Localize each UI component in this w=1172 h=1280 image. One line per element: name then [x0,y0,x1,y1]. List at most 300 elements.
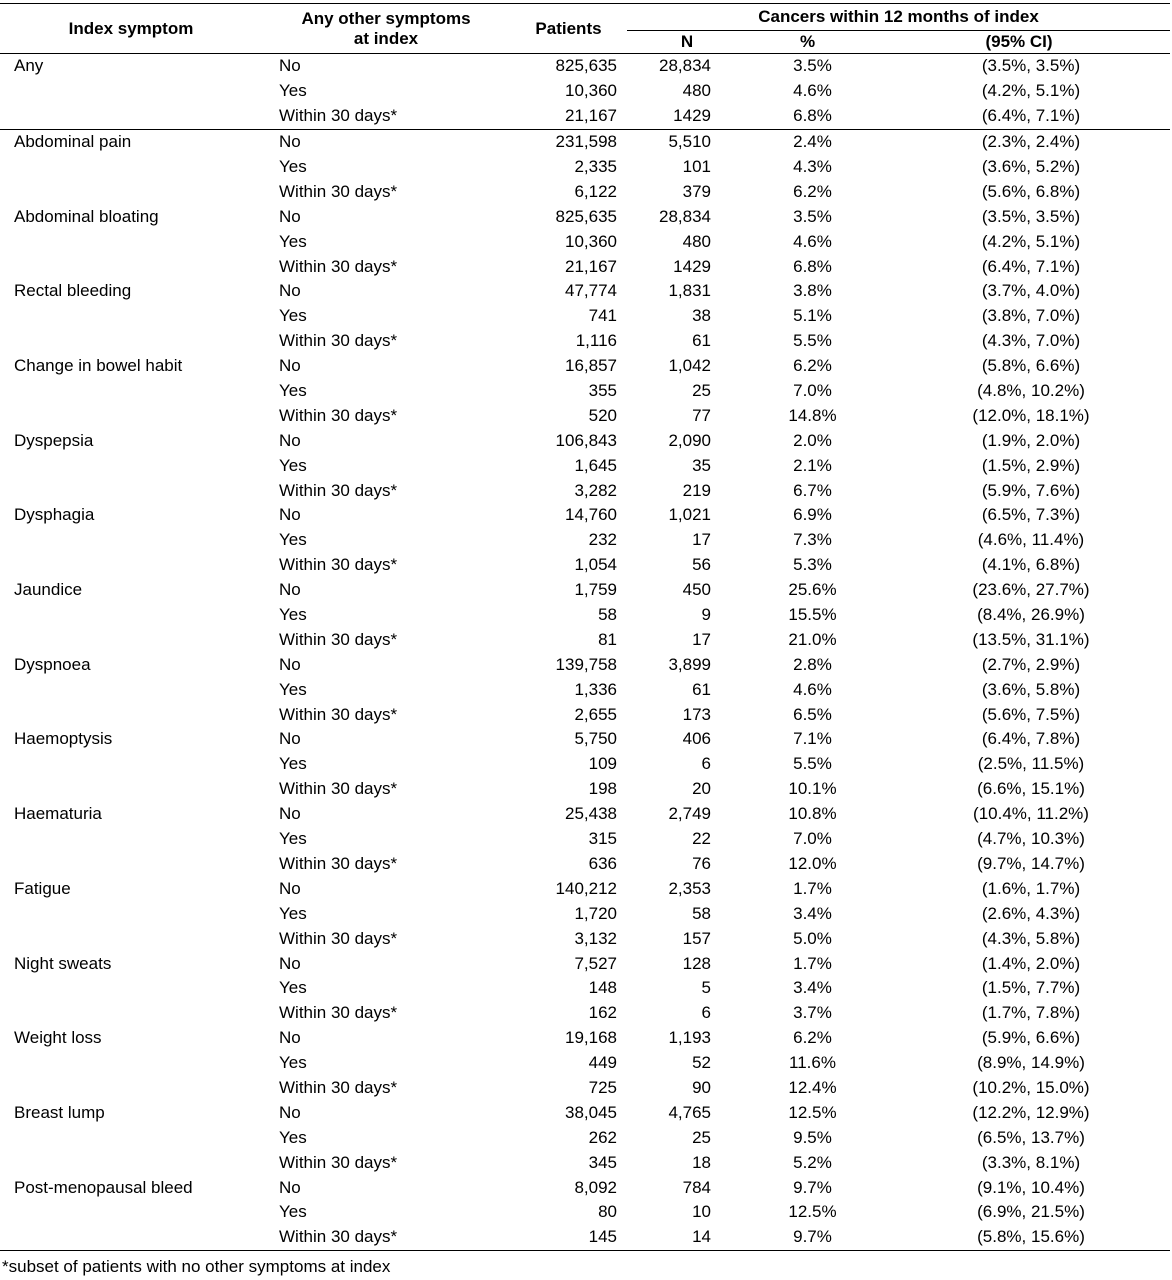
cancer-percent-cell: 4.6% [793,679,832,699]
table-row [0,578,1170,603]
confidence-interval-cell: (9.7%, 14.7%) [977,853,1085,873]
symptom-cell [0,627,262,652]
table-row [0,1125,1170,1150]
patients-cell: 7,527 [574,953,617,973]
patients-cell: 262 [588,1127,617,1147]
patients-cell: 2,655 [574,704,617,724]
cancer-percent-cell: 3.4% [793,978,832,998]
patients-cell: 58 [598,605,617,625]
cancer-count-cell: 450 [682,580,711,600]
cancer-percent-cell: 4.6% [793,81,832,101]
confidence-interval-cell: (6.4%, 7.1%) [981,256,1081,276]
table-row [0,155,1170,180]
confidence-interval-cell: (1.7%, 7.8%) [981,1003,1081,1023]
cancer-count-cell: 56 [692,555,711,575]
patients-cell: 81 [598,629,617,649]
confidence-interval-cell: (4.3%, 5.8%) [981,928,1081,948]
patients-cell: 140,212 [555,878,617,898]
table-row [0,104,1170,129]
other-symptoms-cell: Within 30 days* [279,256,398,276]
patients-cell: 232 [588,530,617,550]
confidence-interval-cell: (23.6%, 27.7%) [972,580,1090,600]
other-symptoms-cell: No [279,729,301,749]
other-symptoms-cell: Yes [279,81,307,101]
patients-cell: 3,282 [574,480,617,500]
cancer-percent-cell: 2.8% [793,654,832,674]
other-symptoms-cell: No [279,356,301,376]
confidence-interval-cell: (13.5%, 31.1%) [972,629,1090,649]
table-row [0,777,1170,802]
other-symptoms-cell: Within 30 days* [279,555,398,575]
other-symptoms-cell: No [279,56,301,76]
symptom-cell: Dyspnoea [14,654,91,674]
table-row [0,304,1170,329]
table-row [0,79,1170,104]
cancer-risk-table [0,3,1170,1251]
patients-cell: 162 [588,1003,617,1023]
symptom-cell [0,329,262,354]
symptom-cell [0,852,262,877]
cancer-percent-cell: 21.0% [788,629,837,649]
table-row [0,1001,1170,1026]
cancer-percent-cell: 6.9% [793,505,832,525]
confidence-interval-cell: (4.3%, 7.0%) [981,331,1081,351]
table-row [0,1051,1170,1076]
confidence-interval-cell: (4.7%, 10.3%) [977,829,1085,849]
table-row [0,627,1170,652]
cancer-percent-cell: 7.3% [793,530,832,550]
table-row [0,677,1170,702]
other-symptoms-cell: Yes [279,306,307,326]
cancer-percent-cell: 5.5% [793,331,832,351]
confidence-interval-cell: (5.8%, 6.6%) [981,356,1081,376]
symptom-cell [0,702,262,727]
confidence-interval-cell: (4.6%, 11.4%) [977,530,1085,550]
cancer-count-cell: 1,021 [668,505,711,525]
other-symptoms-cell: Yes [279,679,307,699]
header-pct: % [799,32,816,51]
confidence-interval-cell: (12.0%, 18.1%) [972,405,1090,425]
cancer-count-cell: 25 [692,381,711,401]
cancer-count-cell: 9 [701,605,711,625]
confidence-interval-cell: (4.2%, 5.1%) [981,81,1081,101]
cancer-count-cell: 4,765 [668,1102,711,1122]
other-symptoms-cell: No [279,953,301,973]
table-row [0,1026,1170,1051]
confidence-interval-cell: (1.5%, 2.9%) [981,455,1081,475]
symptom-cell [0,155,262,180]
table-row [0,901,1170,926]
other-symptoms-cell: No [279,654,301,674]
confidence-interval-cell: (6.4%, 7.8%) [981,729,1081,749]
symptom-cell [0,603,262,628]
header-other-symptoms-line2: at index [353,28,419,48]
other-symptoms-cell: No [279,430,301,450]
cancer-percent-cell: 1.7% [793,878,832,898]
symptom-cell: Change in bowel habit [14,356,183,376]
confidence-interval-cell: (4.1%, 6.8%) [981,555,1081,575]
cancer-count-cell: 61 [692,679,711,699]
table-row [0,926,1170,951]
table-row [0,329,1170,354]
table-row [0,702,1170,727]
patients-cell: 2,335 [574,157,617,176]
symptom-cell: Weight loss [14,1028,102,1048]
patients-cell: 38,045 [565,1102,617,1122]
patients-cell: 21,167 [510,104,627,129]
patients-cell: 47,774 [565,281,617,301]
symptom-cell [0,1225,262,1250]
other-symptoms-cell: Yes [279,231,307,251]
cancer-count-cell: 2,749 [668,804,711,824]
table-row [0,528,1170,553]
cancer-count-cell: 157 [682,928,711,948]
patients-cell: 16,857 [565,356,617,376]
other-symptoms-cell: Yes [279,157,307,176]
cancer-count-cell: 1,831 [668,281,711,301]
confidence-interval-cell: (4.2%, 5.1%) [981,231,1081,251]
other-symptoms-cell: Within 30 days* [279,480,398,500]
confidence-interval-cell: (1.4%, 2.0%) [981,953,1081,973]
confidence-interval-cell: (5.6%, 7.5%) [981,704,1081,724]
confidence-interval-cell: (3.7%, 4.0%) [981,281,1081,301]
other-symptoms-cell: Yes [279,1202,307,1222]
patients-cell: 5,750 [574,729,617,749]
patients-cell: 139,758 [555,654,617,674]
table-row [0,453,1170,478]
cancer-percent-cell: 4.3% [793,157,832,176]
cancer-percent-cell: 10.8% [788,804,837,824]
patients-cell: 6,122 [574,181,617,201]
other-symptoms-cell: Within 30 days* [279,629,398,649]
cancer-count-cell: 77 [692,405,711,425]
header-other-symptoms-line1: Any other symptoms [301,8,471,28]
cancer-percent-cell: 2.4% [793,132,832,152]
cancer-count-cell: 5 [701,978,711,998]
symptom-cell [0,926,262,951]
confidence-interval-cell: (8.9%, 14.9%) [977,1053,1085,1073]
cancer-percent-cell: 9.7% [747,1225,868,1250]
patients-cell: 231,598 [555,132,617,152]
symptom-cell [0,229,262,254]
symptom-cell: Post-menopausal bleed [14,1177,193,1197]
confidence-interval-cell: (10.2%, 15.0%) [972,1077,1090,1097]
confidence-interval-cell: (1.5%, 7.7%) [981,978,1081,998]
other-symptoms-cell: Yes [279,1127,307,1147]
symptom-cell [0,478,262,503]
symptom-cell [0,752,262,777]
symptom-cell [0,1076,262,1101]
other-symptoms-cell: Within 30 days* [279,928,398,948]
table-row [0,1175,1170,1200]
header-index-symptom: Index symptom [68,18,194,38]
cancer-count-cell: 25 [692,1127,711,1147]
cancer-count-cell: 2,353 [668,878,711,898]
cancer-count-cell: 52 [692,1053,711,1073]
table-body [0,54,1170,1251]
cancer-count-cell: 28,834 [659,56,711,76]
other-symptoms-cell: No [279,281,301,301]
table-row [0,279,1170,304]
cancer-count-cell: 480 [682,81,711,101]
other-symptoms-cell: Yes [279,978,307,998]
table-row [0,951,1170,976]
table-row [0,1200,1170,1225]
other-symptoms-cell: No [279,1028,301,1048]
other-symptoms-cell: No [279,206,301,226]
patients-cell: 725 [588,1077,617,1097]
symptom-cell: Dyspepsia [14,430,94,450]
patients-cell: 1,720 [574,903,617,923]
cancer-percent-cell: 6.2% [793,181,832,201]
cancer-count-cell: 22 [692,829,711,849]
table-row [0,752,1170,777]
table-row [0,428,1170,453]
cancer-percent-cell: 12.0% [788,853,837,873]
footnote: *subset of patients with no other symptoms at index [2,1257,391,1276]
patients-cell: 1,054 [574,555,617,575]
patients-cell: 315 [588,829,617,849]
cancer-percent-cell: 3.5% [793,206,832,226]
confidence-interval-cell: (2.5%, 11.5%) [977,754,1085,774]
cancer-count-cell: 219 [682,480,711,500]
confidence-interval-cell: (3.6%, 5.2%) [981,157,1081,176]
cancer-percent-cell: 3.4% [793,903,832,923]
patients-cell: 1,336 [574,679,617,699]
symptom-cell [0,104,262,129]
other-symptoms-cell: Yes [279,455,307,475]
other-symptoms-cell: Within 30 days* [279,331,398,351]
patients-cell: 8,092 [574,1177,617,1197]
cancer-percent-cell: 3.5% [793,56,832,76]
cancer-percent-cell: 5.2% [793,1152,832,1172]
confidence-interval-cell: (12.2%, 12.9%) [972,1102,1090,1122]
confidence-interval-cell: (6.5%, 7.3%) [981,505,1081,525]
patients-cell: 19,168 [565,1028,617,1048]
other-symptoms-cell: Within 30 days* [279,1003,398,1023]
cancer-count-cell: 480 [682,231,711,251]
cancer-count-cell: 35 [692,455,711,475]
cancer-count-cell: 20 [692,779,711,799]
patients-cell: 106,843 [555,430,617,450]
cancer-count-cell: 101 [682,157,711,176]
table-row [0,229,1170,254]
symptom-cell [0,528,262,553]
other-symptoms-cell: Within 30 days* [279,704,398,724]
patients-cell: 10,360 [565,81,617,101]
table-row [0,1150,1170,1175]
cancer-percent-cell: 3.8% [793,281,832,301]
patients-cell: 10,360 [565,231,617,251]
symptom-cell [0,1150,262,1175]
table-row [0,129,1170,154]
symptom-cell [0,553,262,578]
patients-cell: 825,635 [555,56,617,76]
cancer-count-cell: 90 [692,1077,711,1097]
patients-cell: 1,116 [575,331,617,351]
cancer-percent-cell: 1.7% [793,953,832,973]
table-row [0,727,1170,752]
patients-cell: 21,167 [565,256,617,276]
other-symptoms-cell: Within 30 days* [279,853,398,873]
symptom-cell: Fatigue [14,878,71,898]
other-symptoms-cell: Within 30 days* [262,104,510,129]
patients-cell: 80 [598,1202,617,1222]
symptom-cell: Dysphagia [14,505,95,525]
cancer-count-cell: 1,193 [668,1028,711,1048]
cancer-count-cell: 6 [701,1003,711,1023]
cancer-percent-cell: 4.6% [793,231,832,251]
cancer-count-cell: 1429 [627,104,747,129]
confidence-interval-cell: (8.4%, 26.9%) [977,605,1085,625]
patients-cell: 109 [588,754,617,774]
patients-cell: 741 [588,306,617,326]
symptom-cell [0,1200,262,1225]
table-row [0,652,1170,677]
cancer-count-cell: 17 [692,629,711,649]
symptom-cell: Breast lump [14,1102,105,1122]
other-symptoms-cell: No [279,1102,301,1122]
symptom-cell [0,79,262,104]
cancer-percent-cell: 10.1% [788,779,837,799]
confidence-interval-cell: (6.4%, 7.1%) [868,104,1170,129]
table-header [0,4,1170,54]
other-symptoms-cell: Within 30 days* [279,1077,398,1097]
table-row [0,603,1170,628]
confidence-interval-cell: (1.6%, 1.7%) [981,878,1081,898]
cancer-count-cell: 173 [682,704,711,724]
header-other-symptoms [262,4,510,54]
cancer-percent-cell: 15.5% [788,605,837,625]
symptom-cell [0,1001,262,1026]
symptom-cell: Abdominal bloating [14,206,159,226]
cancer-percent-cell: 6.8% [793,256,832,276]
symptom-cell [0,254,262,279]
patients-cell: 148 [588,978,617,998]
cancer-count-cell: 6 [701,754,711,774]
cancer-percent-cell: 12.5% [788,1202,837,1222]
other-symptoms-cell: Yes [279,381,307,401]
table-row [0,876,1170,901]
symptom-cell: Rectal bleeding [14,281,132,301]
confidence-interval-cell: (5.8%, 15.6%) [868,1225,1170,1250]
symptom-cell [0,453,262,478]
patients-cell: 636 [588,853,617,873]
table-row [0,1076,1170,1101]
patients-cell: 25,438 [565,804,617,824]
cancer-percent-cell: 5.1% [793,306,832,326]
header-n: N [680,32,694,51]
cancer-percent-cell: 7.1% [793,729,832,749]
patients-cell: 14,760 [565,505,617,525]
confidence-interval-cell: (6.9%, 21.5%) [977,1202,1085,1222]
cancer-percent-cell: 12.5% [788,1102,837,1122]
confidence-interval-cell: (10.4%, 11.2%) [973,804,1089,824]
cancer-count-cell: 5,510 [668,132,711,152]
confidence-interval-cell: (2.3%, 2.4%) [981,132,1081,152]
cancer-percent-cell: 5.3% [793,555,832,575]
other-symptoms-cell: No [279,1177,301,1197]
cancer-count-cell: 406 [682,729,711,749]
symptom-cell: Haematuria [14,804,102,824]
confidence-interval-cell: (5.9%, 7.6%) [981,480,1081,500]
header-cancers-span: Cancers within 12 months of index [627,4,1170,31]
table-row [0,553,1170,578]
cancer-count-cell: 76 [692,853,711,873]
confidence-interval-cell: (4.8%, 10.2%) [977,381,1085,401]
patients-cell: 520 [588,405,617,425]
cancer-count-cell: 14 [627,1225,747,1250]
cancer-percent-cell: 7.0% [793,381,832,401]
patients-cell: 198 [588,779,617,799]
patients-cell: 3,132 [574,928,617,948]
cancer-count-cell: 1429 [673,256,711,276]
cancer-percent-cell: 6.8% [747,104,868,129]
table-row [0,403,1170,428]
other-symptoms-cell: Yes [279,754,307,774]
other-symptoms-cell: No [279,580,301,600]
cancer-percent-cell: 6.2% [793,1028,832,1048]
symptom-cell [0,379,262,404]
cancer-count-cell: 10 [692,1202,711,1222]
confidence-interval-cell: (9.1%, 10.4%) [977,1177,1085,1197]
cancer-count-cell: 3,899 [668,654,711,674]
symptom-cell [0,777,262,802]
other-symptoms-cell: Yes [279,829,307,849]
other-symptoms-cell: No [279,505,301,525]
cancer-count-cell: 17 [692,530,711,550]
other-symptoms-cell: Yes [279,530,307,550]
confidence-interval-cell: (3.8%, 7.0%) [981,306,1081,326]
symptom-cell [0,304,262,329]
other-symptoms-cell: No [279,132,301,152]
table-row [0,852,1170,877]
symptom-cell [0,403,262,428]
cancer-percent-cell: 6.7% [793,480,832,500]
patients-cell: 1,645 [574,455,617,475]
symptom-cell: Any [14,56,44,76]
table-row [0,1100,1170,1125]
cancer-percent-cell: 9.7% [793,1177,832,1197]
symptom-cell [0,901,262,926]
cancer-percent-cell: 2.1% [793,455,832,475]
patients-cell: 825,635 [555,206,617,226]
table-row [0,478,1170,503]
patients-cell: 345 [588,1152,617,1172]
cancer-count-cell: 58 [692,903,711,923]
symptom-cell [0,179,262,204]
confidence-interval-cell: (3.3%, 8.1%) [981,1152,1081,1172]
cancer-count-cell: 61 [692,331,711,351]
cancer-percent-cell: 5.0% [793,928,832,948]
cancer-percent-cell: 25.6% [788,580,837,600]
other-symptoms-cell: Yes [279,605,307,625]
patients-cell: 1,759 [574,580,617,600]
other-symptoms-cell: Within 30 days* [279,779,398,799]
header-ci: (95% CI) [985,32,1053,51]
cancer-percent-cell: 7.0% [793,829,832,849]
table-row [0,1225,1170,1250]
cancer-percent-cell: 14.8% [788,405,837,425]
cancer-count-cell: 128 [682,953,711,973]
confidence-interval-cell: (5.6%, 6.8%) [981,181,1081,201]
other-symptoms-cell: Yes [279,1053,307,1073]
table-row [0,354,1170,379]
symptom-cell [0,1125,262,1150]
symptom-cell: Night sweats [14,953,112,973]
patients-cell: 449 [588,1053,617,1073]
symptom-cell: Abdominal pain [14,132,132,152]
